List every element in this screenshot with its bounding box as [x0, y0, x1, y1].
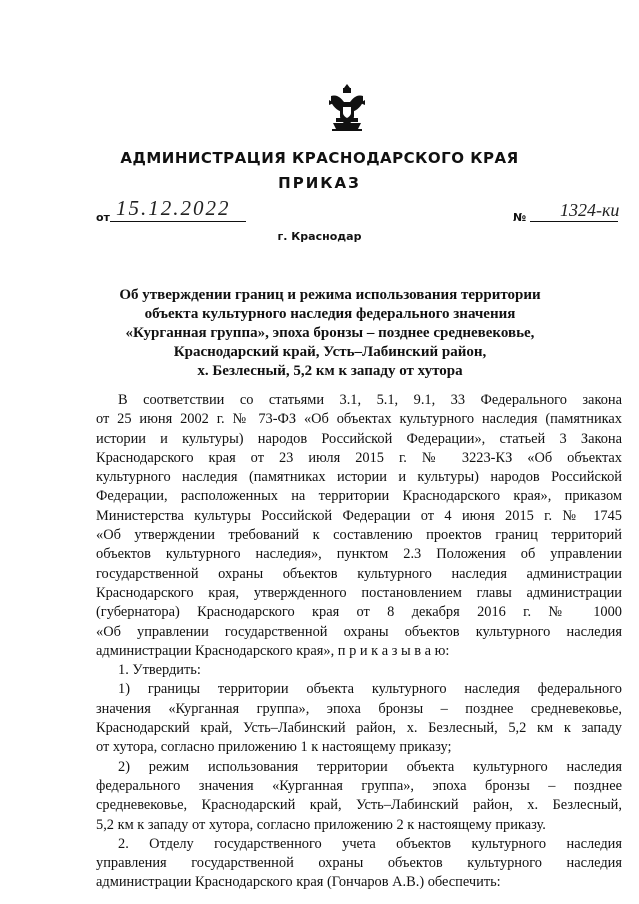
body-line: 1. Утвердить:: [118, 662, 201, 679]
body-line: управления государственной охраны объектов культурного наследия: [96, 855, 622, 872]
body-line: администрации Краснодарского края (Гончаров А.В.) обеспечить:: [96, 874, 501, 891]
body-line: Краснодарский край, Усть–Лабинский район, х. Безлесный, 5,2 км к западу: [96, 720, 622, 737]
body-line: средневековье, Краснодарский край, Усть–Лабинский район, х. Безлесный,: [96, 797, 622, 814]
body-line: государственной охраны объектов культурного наследия администрации: [96, 565, 622, 582]
document-title: [80, 286, 580, 381]
number-underline: [530, 221, 618, 222]
title-line: х. Безлесный, 5,2 км к западу от хутора: [197, 363, 463, 379]
title-line: «Курганная группа», эпоха бронзы – позднее средневековье,: [125, 325, 535, 341]
body-line: 1) границы территории объекта культурного наследия федерального: [118, 681, 622, 698]
body-line: объектов культурного наследия», пунктом 2.3 Положения об управлении: [96, 546, 622, 563]
body-line: Министерства культуры Российской Федерации от 4 июня 2015 г. № 1745: [96, 507, 622, 524]
body-line: федерального значения «Курганная группа», эпоха бронзы – позднее: [96, 777, 622, 794]
body-line: культурного наследия (памятниках истории и культуры) народов Российской: [96, 469, 622, 486]
handwritten-date: 15.12.2022: [116, 196, 231, 220]
body-line: истории и культуры) народов Российской Федерации», статьей 3 Закона: [96, 430, 622, 447]
body-line: администрации Краснодарского края», п р и к а з ы в а ю:: [96, 642, 450, 659]
body-line: от 25 июня 2002 г. № 73-ФЗ «Об объектах культурного наследия (памятниках: [96, 411, 622, 428]
body-line: В соответствии со статьями 3.1, 5.1, 9.1, 33 Федерального закона: [118, 392, 622, 408]
body-line: Федерации, расположенных на территории Краснодарского края», приказом: [96, 488, 622, 505]
body-line: значения «Курганная группа», эпоха бронзы – позднее средневековье,: [96, 700, 622, 717]
date-underline: [110, 221, 246, 222]
body-line: Краснодарского края от 23 июля 2015 г. № 3223-КЗ «Об объектах: [96, 449, 622, 466]
body-line: (губернатора) Краснодарского края от 8 декабря 2016 г. № 1000: [96, 604, 622, 621]
number-label: №: [513, 211, 527, 224]
date-label: от: [96, 211, 110, 224]
body-line: «Об утверждении требований к составлению проектов границ территорий: [96, 527, 622, 544]
document-type: ПРИКАЗ: [278, 174, 361, 192]
body-line: Краснодарского края, утвержденного постановлением главы администрации: [96, 584, 622, 601]
body-line: «Об управлении государственной охраны объектов культурного наследия: [96, 623, 622, 640]
coat-of-arms-icon: [327, 82, 367, 136]
body-line: 2. Отделу государственного учета объектов культурного наследия: [118, 835, 622, 852]
title-line: объекта культурного наследия федерального значения: [144, 306, 516, 322]
city-name: г. Краснодар: [277, 230, 362, 243]
handwritten-number: 1324-ки: [560, 200, 620, 220]
document-body: [96, 391, 622, 893]
body-line: 2) режим использования территории объекта культурного наследия: [118, 758, 622, 775]
title-line: Об утверждении границ и режима использования территории: [119, 287, 541, 303]
body-line: 5,2 км к западу от хутора, согласно приложению 2 к настоящему приказу.: [96, 816, 546, 833]
title-line: Краснодарский край, Усть–Лабинский район,: [173, 344, 487, 360]
agency-name: АДМИНИСТРАЦИЯ КРАСНОДАРСКОГО КРАЯ: [120, 149, 519, 167]
body-line: от хутора, согласно приложению 1 к настоящему приказу;: [96, 739, 452, 756]
